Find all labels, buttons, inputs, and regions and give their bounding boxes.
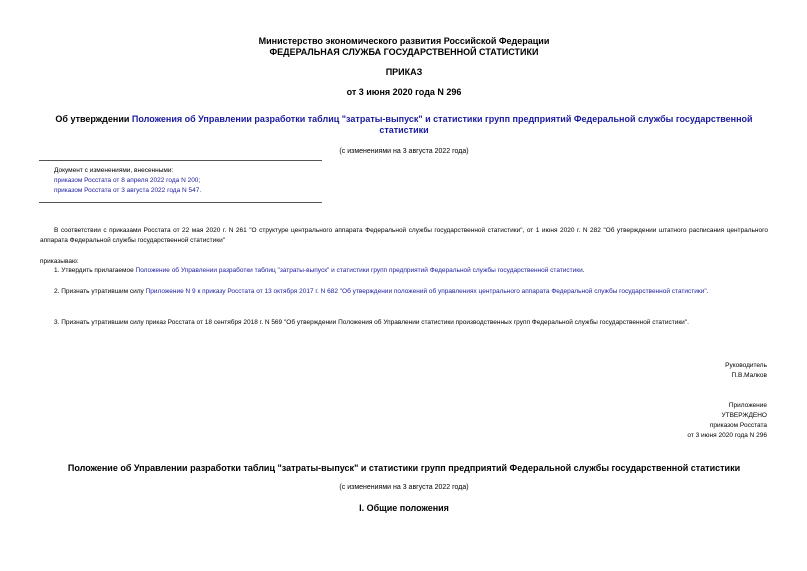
order-word: приказываю: <box>40 258 79 265</box>
p1-prefix: 1. Утвердить прилагаемое <box>54 267 136 274</box>
p2-prefix: 2. Признать утратившим силу <box>54 288 146 295</box>
title-prefix: Об утверждении <box>55 114 132 124</box>
paragraph-1 <box>40 266 768 276</box>
signature-name: П.В.Малков <box>731 372 767 379</box>
annex-approved: УТВЕРЖДЕНО <box>721 412 767 419</box>
redaction-note: (с изменениями на 3 августа 2022 года) <box>339 148 469 155</box>
signature-role: Руководитель <box>725 362 767 369</box>
document-type: ПРИКАЗ <box>385 67 423 77</box>
changes-top-divider <box>39 160 322 161</box>
ministry-name: Министерство экономического развития Российской Федерации <box>258 36 550 46</box>
document-date-number: от 3 июня 2020 года N 296 <box>346 87 462 97</box>
change-link-1[interactable]: приказом Росстата от 8 апреля 2022 года N 200; <box>54 177 201 184</box>
title-link[interactable]: Положения об Управлении разработки таблиц "затраты-выпуск" и статистики групп предприятий Федеральной службы государственной статистики <box>131 114 753 135</box>
paragraph-2 <box>40 287 768 297</box>
paragraph-3: 3. Признать утратившим силу приказ Росстата от 18 сентября 2018 г. N 569 "Об утверждении Положения об Управлении статистики производственных групп Федеральной службы государственной статистики". <box>54 319 689 326</box>
annex-date: от 3 июня 2020 года N 296 <box>687 432 767 439</box>
p1-link[interactable]: Положение об Управлении разработки таблиц "затраты-выпуск" и статистики групп предприятий Федеральной службы государственной статистики <box>135 267 583 274</box>
change-link-2[interactable]: приказом Росстата от 3 августа 2022 года N 547. <box>54 187 202 194</box>
p1-suffix: . <box>582 267 585 274</box>
annex-label: Приложение <box>728 402 767 409</box>
signature-block <box>725 361 767 381</box>
annex-redaction-note: (с изменениями на 3 августа 2022 года) <box>339 484 469 491</box>
service-name: ФЕДЕРАЛЬНАЯ СЛУЖБА ГОСУДАРСТВЕННОЙ СТАТИСТИКИ <box>269 47 539 57</box>
changes-intro: Документ с изменениями, внесенными: <box>54 167 174 174</box>
section-title: I. Общие положения <box>359 503 449 513</box>
changes-bottom-divider <box>39 202 322 203</box>
annex-approval-block <box>687 401 767 441</box>
p2-suffix: . <box>706 288 709 295</box>
changes-block <box>54 166 201 196</box>
annex-title: Положение об Управлении разработки таблиц "затраты-выпуск" и статистики групп предприятий Федеральной службы государственной статистики <box>67 463 741 473</box>
annex-by: приказом Росстата <box>709 422 767 429</box>
document-title <box>52 114 756 136</box>
preamble-paragraph: В соответствии с приказами Росстата от 22 мая 2020 г. N 261 "О структуре центрального аппарата Федеральной службы государственной статистики", от 1 июня 2020 г. N 282 "Об утверждении штатного расписания центрального аппарата Федеральной службы государственной статистики" <box>40 227 768 244</box>
p2-link[interactable]: Приложение N 9 к приказу Росстата от 13 октября 2017 г. N 682 "Об утверждении положений об управлениях центрального аппарата Федеральной службы государственной статистики" <box>145 288 707 295</box>
